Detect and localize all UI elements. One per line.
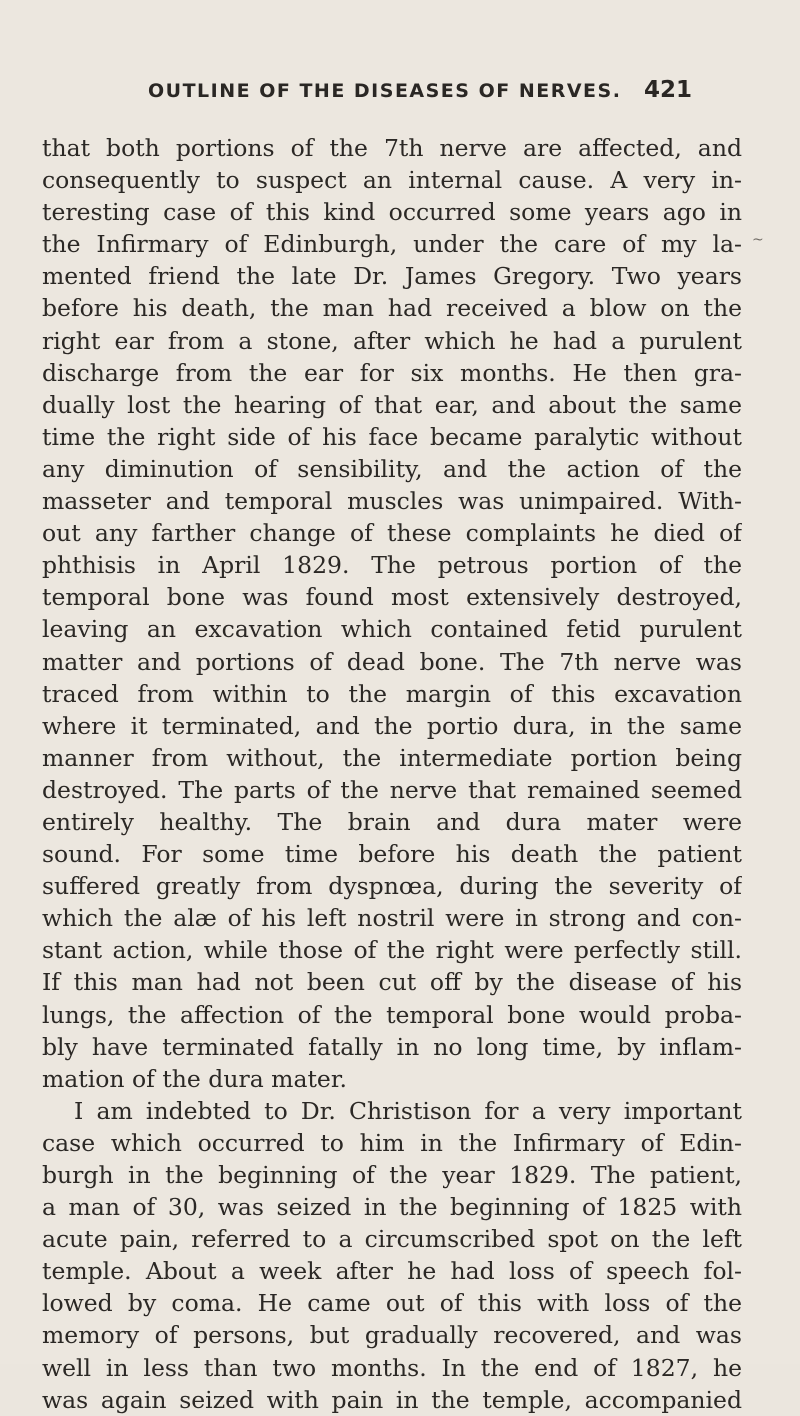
running-head	[148, 77, 693, 114]
text-line: entirely healthy. The brain and dura mater were	[42, 807, 742, 836]
text-line: phthisis in April 1829. The petrous portion of the	[42, 551, 742, 580]
text-line: masseter and temporal muscles was unimpaired. With-	[42, 487, 742, 516]
text-line: discharge from the ear for six months. He then gra-	[42, 358, 742, 387]
text-line: matter and portions of dead bone. The 7th nerve was	[42, 647, 742, 676]
text-line: teresting case of this kind occurred some years ago in	[42, 198, 742, 227]
text-line: lungs, the affection of the temporal bone would proba-	[42, 1000, 742, 1029]
text-line: burgh in the beginning of the year 1829. The patient,	[42, 1161, 742, 1189]
text-line: out any farther change of these complaints he died of	[42, 519, 742, 548]
text-line: that both portions of the 7th nerve are affected, and	[42, 134, 742, 162]
text-line: traced from within to the margin of this excavation	[42, 679, 742, 708]
text-line: sound. For some time before his death the patient	[42, 840, 742, 869]
text-line: time the right side of his face became paralytic without	[42, 422, 742, 451]
page-number: 421	[644, 77, 693, 103]
text-line: leaving an excavation which contained fetid purulent	[42, 615, 742, 644]
text-line: bly have terminated fatally in no long time, by inflam-	[42, 1032, 742, 1061]
text-line: manner from without, the intermediate portion being	[42, 743, 742, 772]
text-line: which the alæ of his left nostril were in strong and con-	[42, 904, 742, 933]
text-line: mented friend the late Dr. James Gregory. Two years	[42, 262, 742, 291]
text-line: was again seized with pain in the temple, accompanied	[42, 1385, 742, 1414]
running-head-title: OUTLINE OF THE DISEASES OF NERVES.	[148, 80, 622, 102]
text-line: where it terminated, and the portio dura, in the same	[42, 711, 742, 740]
body-text	[42, 132, 742, 1416]
paragraph-end-line: mation of the dura mater.	[42, 1064, 347, 1093]
text-line: acute pain, referred to a circumscribed spot on the left	[42, 1225, 742, 1254]
text-line: temporal bone was found most extensively destroyed,	[42, 583, 742, 612]
text-line: destroyed. The parts of the nerve that remained seemed	[42, 775, 742, 804]
text-line: stant action, while those of the right were perfectly still.	[42, 936, 742, 965]
text-line: any diminution of sensibility, and the action of the	[42, 454, 742, 483]
text-line: temple. About a week after he had loss of speech fol-	[42, 1257, 742, 1286]
text-line: right ear from a stone, after which he had a purulent	[42, 326, 742, 355]
text-line: consequently to suspect an internal cause. A very in-	[42, 166, 742, 195]
text-line: memory of persons, but gradually recovered, and was	[42, 1321, 742, 1350]
text-line: lowed by coma. He came out of this with loss of the	[42, 1289, 742, 1318]
text-line: dually lost the hearing of that ear, and about the same	[42, 390, 742, 419]
text-line: before his death, the man had received a blow on the	[42, 294, 742, 323]
paragraph-start-line: I am indebted to Dr. Christison for a very important	[74, 1096, 742, 1125]
text-line: well in less than two months. In the end of 1827, he	[42, 1353, 742, 1382]
margin-mark: ~	[752, 232, 764, 248]
text-line: If this man had not been cut off by the disease of his	[42, 968, 742, 997]
text-line: a man of 30, was seized in the beginning of 1825 with	[42, 1193, 742, 1222]
text-line: the Infirmary of Edinburgh, under the care of my la-	[42, 230, 742, 259]
text-line: case which occurred to him in the Infirmary of Edin-	[42, 1128, 742, 1157]
text-line: suffered greatly from dyspnœa, during the severity of	[42, 872, 742, 901]
